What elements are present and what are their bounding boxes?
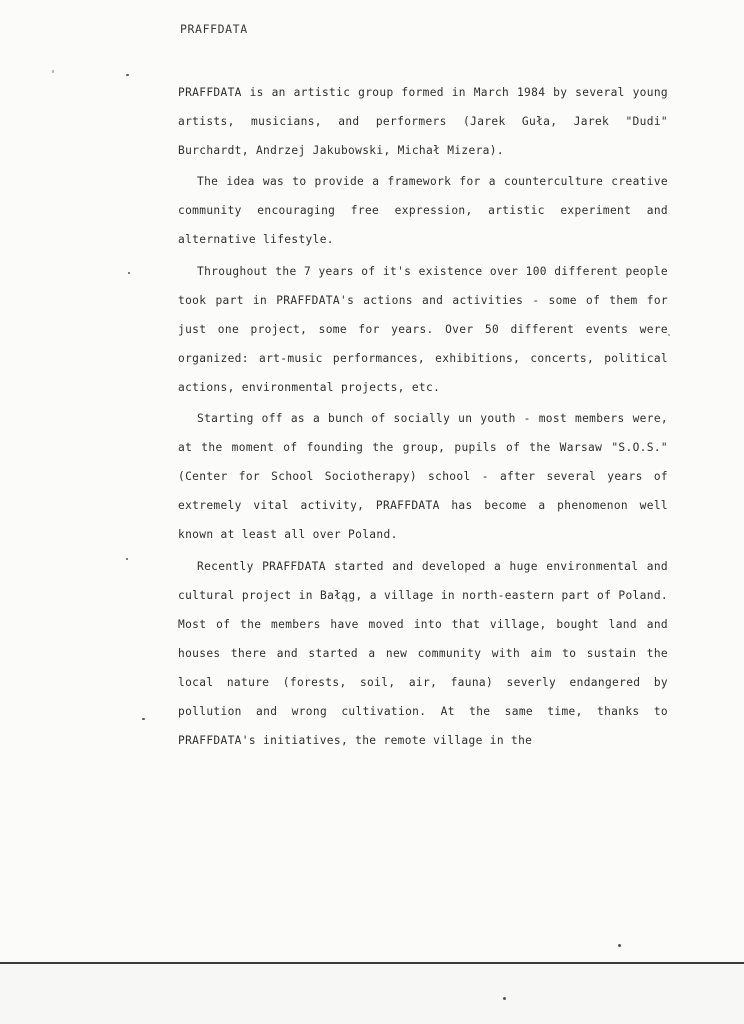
paragraph-intro: PRAFFDATA is an artistic group formed in March 1984 by several young artists, musicians, and performers (Jarek Guła, Jarek "Dudi" Burchardt, Andrzej Jakubowski, Michał Mizera).	[178, 86, 668, 158]
document-header: PRAFFDATA	[180, 22, 248, 36]
document-body	[178, 78, 668, 757]
scan-speck	[668, 334, 670, 336]
paragraph-idea: The idea was to provide a framework for a counterculture creative community encouraging free expression, artistic experiment and alternative lifestyle.	[178, 175, 668, 247]
scan-speck	[128, 272, 130, 274]
scan-speck	[126, 74, 129, 76]
paragraph-origins: Starting off as a bunch of socially un youth - most members were, at the moment of founding the group, pupils of the Warsaw "S.O.S." (Center for School Sociotherapy) school - after several years of extremely vital activity, PRAFFDATA has become a phenomenon well known at least all over Poland.	[178, 412, 668, 542]
scan-speck	[126, 558, 128, 560]
paragraph-recent-project: Recently PRAFFDATA started and developed a huge environmental and cultural project in Bałąg, a village in north-eastern part of Poland. Most of the members have moved into that village, bought land and houses there and started a new community with aim to sustain the local nature (forests, soil, air, fauna) severly endangered by pollution and wrong cultivation. At the same time, thanks to PRAFFDATA's initiatives, the remote village in the	[178, 559, 668, 748]
paragraph-history: Throughout the 7 years of it's existence over 100 different people took part in PRAFFDATA's actions and activities - some of them for just one project, some for years. Over 50 different events were organized: art-music performances, exhibitions, concerts, political actions, environmental projects, etc.	[178, 264, 668, 394]
scan-speck	[503, 997, 506, 1000]
scan-margin	[0, 964, 744, 1024]
scan-speck	[52, 70, 54, 73]
scan-speck	[142, 718, 145, 720]
scan-speck	[618, 944, 621, 947]
